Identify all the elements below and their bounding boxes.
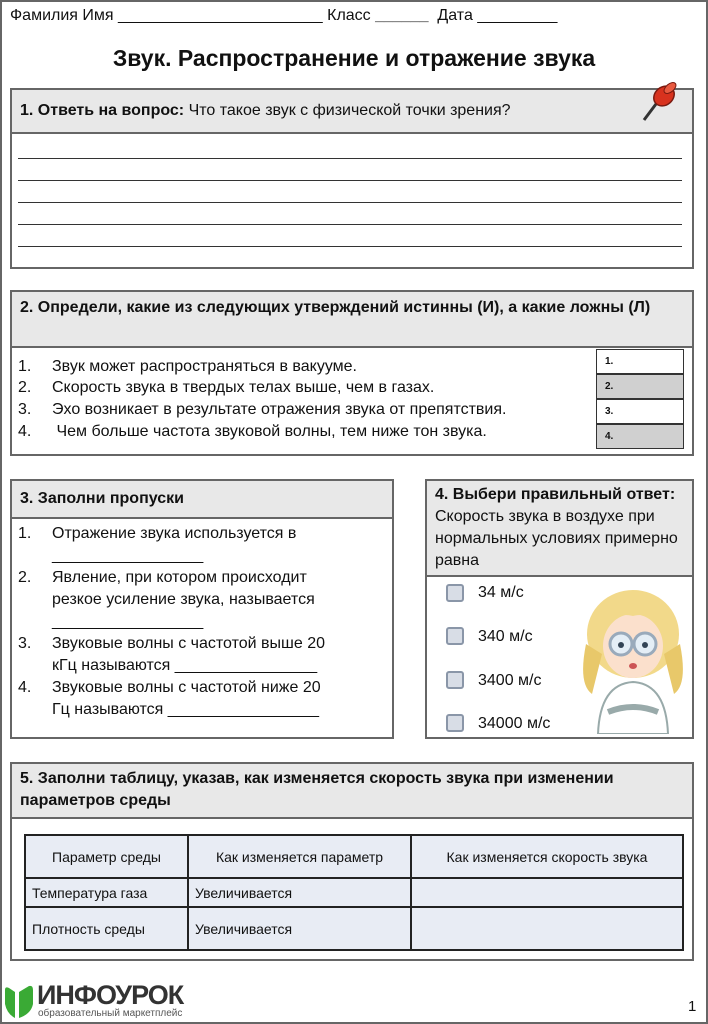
- item-number: 4.: [18, 679, 32, 696]
- student-header: [10, 7, 557, 25]
- option-checkbox-1[interactable]: [446, 584, 464, 602]
- section-1-question: Что такое звук с физической точки зрения?: [184, 102, 511, 119]
- table-row: [25, 878, 683, 907]
- blank-field[interactable]: _________________: [52, 547, 204, 564]
- answer-cell[interactable]: [411, 878, 683, 907]
- blank-field[interactable]: _________________: [52, 613, 204, 630]
- item-text: Явление, при котором происходит: [52, 569, 307, 586]
- statement-text: Скорость звука в твердых телах выше, чем в газах.: [52, 379, 435, 396]
- option-label-2: 340 м/с: [478, 628, 533, 645]
- table-cell: Увеличивается: [188, 907, 411, 950]
- section-1-title: 1. Ответь на вопрос:: [20, 102, 185, 119]
- section-5-title: 5. Заполни таблицу, указав, как изменяется скорость звука при изменении параметров среды: [12, 764, 692, 819]
- table-cell: Температура газа: [25, 878, 188, 907]
- class-label: Класс: [327, 7, 371, 24]
- logo-leaf-icon: [3, 984, 35, 1020]
- section-1: [10, 88, 694, 269]
- statement-text: Эхо возникает в результате отражения звука от препятствия.: [52, 401, 507, 418]
- item-text: резкое усиление звука, называется: [52, 591, 315, 608]
- answer-line[interactable]: [18, 158, 682, 159]
- answer-box-2[interactable]: 2.: [596, 374, 684, 399]
- answer-line[interactable]: [18, 202, 682, 203]
- item-text: Звуковые волны с частотой выше 20: [52, 635, 325, 652]
- item-text: Звуковые волны с частотой ниже 20: [52, 679, 321, 696]
- table-cell: Увеличивается: [188, 878, 411, 907]
- section-4-title: 4. Выбери правильный ответ:: [435, 486, 676, 503]
- table-row: [25, 907, 683, 950]
- date-label: Дата: [437, 7, 473, 24]
- option-label-1: 34 м/с: [478, 584, 524, 601]
- column-header: Как изменяется параметр: [188, 835, 411, 878]
- statement-number: 1.: [18, 358, 32, 375]
- section-2-title: 2. Определи, какие из следующих утверждений истинны (И), а какие ложны (Л): [12, 292, 692, 348]
- table-header-row: [25, 835, 683, 878]
- statement-number: 4.: [18, 423, 32, 440]
- item-text: Отражение звука используется в: [52, 525, 297, 542]
- page-number: 1: [688, 998, 697, 1015]
- scientist-girl-illustration: [578, 584, 688, 734]
- speed-table: [24, 834, 684, 951]
- option-label-3: 3400 м/с: [478, 672, 542, 689]
- answer-line[interactable]: [18, 180, 682, 181]
- date-field[interactable]: _________: [477, 7, 558, 24]
- blank-field[interactable]: Гц называются _________________: [52, 701, 320, 718]
- class-field[interactable]: ______: [375, 7, 429, 24]
- page-title: Звук. Распространение и отражение звука: [112, 45, 596, 71]
- name-field[interactable]: _______________________: [118, 7, 323, 24]
- answer-box-1[interactable]: 1.: [596, 349, 684, 374]
- section-4-question: Скорость звука в воздухе при нормальных условиях примерно равна: [435, 508, 678, 569]
- statement-number: 2.: [18, 379, 32, 396]
- table-cell: Плотность среды: [25, 907, 188, 950]
- option-checkbox-4[interactable]: [446, 714, 464, 732]
- answer-line[interactable]: [18, 246, 682, 247]
- column-header: Параметр среды: [25, 835, 188, 878]
- item-number: 2.: [18, 569, 32, 586]
- blank-field[interactable]: кГц называются ________________: [52, 657, 318, 674]
- name-label: Фамилия Имя: [10, 7, 114, 24]
- section-3-title: 3. Заполни пропуски: [12, 481, 392, 519]
- logo-subtitle: образовательный маркетплейс: [38, 1008, 183, 1019]
- statement-number: 3.: [18, 401, 32, 418]
- option-checkbox-2[interactable]: [446, 627, 464, 645]
- column-header: Как изменяется скорость звука: [411, 835, 683, 878]
- answer-box-3[interactable]: 3.: [596, 399, 684, 424]
- answer-box-4[interactable]: 4.: [596, 424, 684, 449]
- statement-text: Чем больше частота звуковой волны, тем ниже тон звука.: [52, 423, 487, 440]
- option-label-4: 34000 м/с: [478, 715, 551, 732]
- section-4-header: [427, 481, 692, 577]
- logo-text: ИНФОУРОК: [37, 980, 184, 1010]
- option-checkbox-3[interactable]: [446, 671, 464, 689]
- answer-line[interactable]: [18, 224, 682, 225]
- pushpin-icon: [636, 78, 680, 124]
- item-number: 3.: [18, 635, 32, 652]
- answer-cell[interactable]: [411, 907, 683, 950]
- statement-text: Звук может распространяться в вакууме.: [52, 358, 357, 375]
- item-number: 1.: [18, 525, 32, 542]
- section-1-header: [12, 90, 692, 134]
